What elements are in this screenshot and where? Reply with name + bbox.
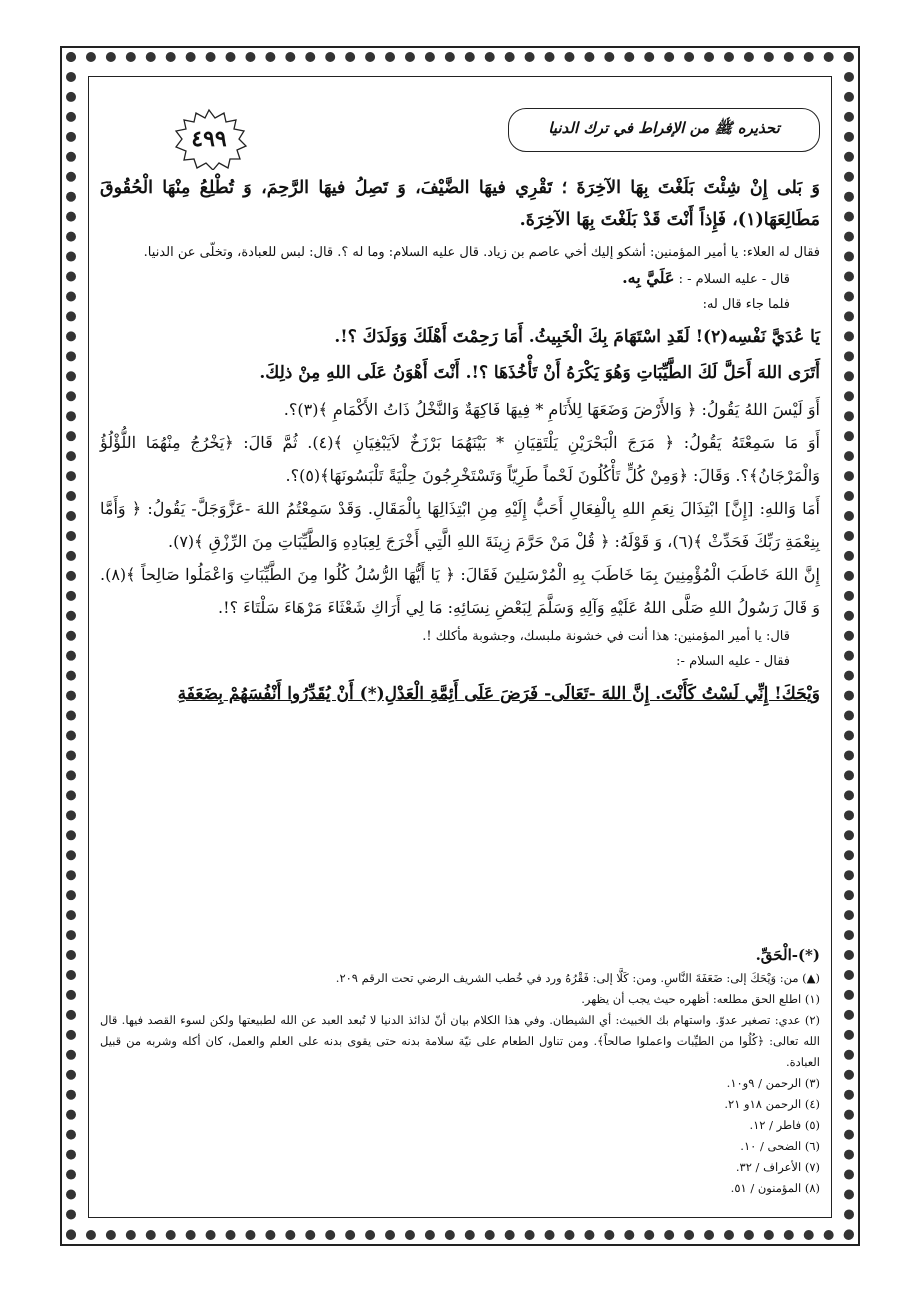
footnote-7: (٧) الأعراف / ٣٢. — [735, 1160, 820, 1174]
paragraph-6: أَتَرَى اللهَ أَحَلَّ لَكَ الطَّيِّبَاتِ وَهُوَ يَكْرَهُ أَنْ تَأْخُذَهَا ؟!. أَنْتَ أَهْوَنُ عَلَى اللهِ مِنْ ذلِكَ. — [259, 363, 820, 383]
header-title: تحذيره ﷺ من الإفراط في ترك الدنيا — [548, 119, 780, 137]
paragraph-8: أَوَ مَا سَمِعْتَهُ يَقُولُ: ﴿ مَرَجَ الْبَحْرَيْنِ يَلْتَقِيَانِ * بَيْنَهُمَا بَرْزَخٌ لاَيَبْغِيَانِ ﴾(٤). ثُمَّ قَالَ: ﴿يَخْرُجُ مِنْهُمَا اللُّؤْلُؤُ وَالْمَرْجَانُ﴾؟. وَقَالَ: ﴿وَمِنْ كُلٍّ تَأْكُلُونَ لَحْماً طَرِيّاً وَتَسْتَخْرِجُونَ حِلْيَةً تَلْبَسُونَهَا﴾(٥)؟. — [100, 433, 820, 485]
paragraph-1: وَ بَلى إِنْ شِئْتَ بَلَغْتَ بِهَا الآخِرَةَ ؛ تَقْرِي فيهَا الضَّيْفَ، وَ تَصِلُ فيهَا الرَّحِمَ، وَ تُطْلِعُ مِنْهَا الْحُقُوقَ مَطَالِعَهَا(١)، فَإِذاً أَنْتَ قَدْ بَلَغْتَ بِهَا الآخِرَةَ. — [100, 178, 820, 230]
main-text — [100, 172, 820, 714]
footnote-star: (*)-الْحَقِّ. — [755, 946, 820, 964]
paragraph-3 — [100, 265, 820, 292]
paragraph-4: فلما جاء قال له: — [702, 297, 790, 312]
paragraph-9: أَمَا وَاللهِ: [إِنَّ] ابْتِذَالَ نِعَمِ اللهِ بِالْفِعَالِ أَحَبُّ إِلَيْهِ مِنِ ابْتِذَالِهَا بِالْمَقَالِ. وَقَدْ سَمِعْتُمُ اللهَ -عَزَّوَجَلَّ- يَقُولُ: ﴿ وَأَمَّا بِنِعْمَةِ رَبِّكَ فَحَدِّثْ ﴾(٦)، وَ قَوْلَهُ: ﴿ قُلْ مَنْ حَرَّمَ زِينَةَ اللهِ الَّتِي أَخْرَجَ لِعِبَادِهِ وَالطَّيِّبَاتِ مِنَ الرِّزْقِ ﴾(٧). — [100, 499, 820, 551]
paragraph-3-label: قال - عليه السلام - : — [678, 272, 790, 287]
paragraph-13: وَيْحَكَ! إِنِّي لَسْتُ كَأَنْتَ. إِنَّ اللهَ -تَعَالَى- فَرَضَ عَلَى أَئِمَّةِ الْعَدْلِ(*) أَنْ يُقَدِّرُوا أَنْفُسَهُمْ بِضَعَفَةِ — [177, 684, 820, 704]
paragraph-7: أَوَ لَيْسَ اللهُ يَقُولُ: ﴿ وَالأَرْضَ وَضَعَهَا لِلأَنَامِ * فِيهَا فَاكِهَةٌ وَالنَّخْلُ ذَاتُ الأَكْمَامِ ﴾(٣)؟. — [283, 400, 820, 419]
footnote-1: (١) اطلع الحق مطلعه: أظهره حيث يجب أن يظهر. — [581, 992, 820, 1006]
paragraph-12: فقال - عليه السلام -: — [676, 654, 790, 669]
paragraph-5: يَا عُدَيَّ نَفْسِه(٢)! لَقَدِ اسْتَهَامَ بِكَ الْخَبِيثُ. أَمَا رَحِمْتَ أَهْلَكَ وَوَلَدَكَ ؟!. — [334, 327, 820, 347]
footnote-6: (٦) الضحى / ١٠. — [740, 1139, 820, 1153]
page-content — [100, 90, 820, 1210]
page-number-badge — [168, 108, 250, 170]
paragraph-11: قال: يا أمير المؤمنين: هذا أنت في خشونة ملبسك، وجشوبة مأكلك !. — [422, 629, 790, 644]
footnote-5: (٥) فاطر / ١٢. — [749, 1118, 820, 1132]
page-number: ٤٩٩ — [191, 126, 227, 152]
footnote-4: (٤) الرحمن ١٨و ٢١. — [724, 1097, 820, 1111]
paragraph-10: إِنَّ اللهَ خَاطَبَ الْمُؤْمِنِينَ بِمَا خَاطَبَ بِهِ الْمُرْسَلِينَ فَقَالَ: ﴿ يَا أَيُّهَا الرُّسُلُ كُلُوا مِنَ الطَّيِّبَاتِ وَاعْمَلُوا صَالِحاً ﴾(٨). وَ قَالَ رَسُولُ اللهِ صَلَّى اللهُ عَلَيْهِ وَآلِهِ وَسَلَّمَ لِبَعْضِ نِسَائِهِ: مَا لِي أَرَاكِ شَعْثَاءَ مَرْهَاءَ سَلْتَاءَ ؟!. — [100, 565, 820, 617]
paragraph-2: فقال له العلاء: يا أمير المؤمنين: أشكو إليك أخي عاصم بن زياد. قال عليه السلام: وما له ؟. قال: لبس للعبادة، وتخلّى عن الدنيا. — [143, 245, 820, 260]
footnote-8: (٨) المؤمنون / ٥١. — [730, 1181, 820, 1195]
footnote-3: (٣) الرحمن / ٩و١٠. — [726, 1076, 820, 1090]
running-header — [508, 108, 820, 152]
footnote-2: (٢) عدي: تصغير عدوّ. واستهام بك الخبيث: أي الشيطان. وفي هذا الكلام بيان أنّ لذائذ الدنيا لا تُبعد العبد عن الله لطبيعتها ولكن لسوء القصد فيها. قال الله تعالى: ﴿كُلُوا من الطيِّبات واعملوا صالحاً﴾. ومن تناول الطعام على نيّة سلامة بدنه حتى يقوى بدنه على العلم والعمل، كان أكله وشربه من قبيل العبادة. — [100, 1013, 820, 1069]
paragraph-3-quote: عَلَيَّ بِه. — [622, 268, 675, 287]
footnote-triangle: (▲) من: وَيْحَكَ إلى: ضَعَفَةَ النَّاسِ. ومن: كَلَّا إلى: فَقْرُهُ ورد في خُطب الشريف الرضي تحت الرقم ٢٠٩. — [335, 971, 820, 985]
footnotes — [100, 942, 820, 1199]
